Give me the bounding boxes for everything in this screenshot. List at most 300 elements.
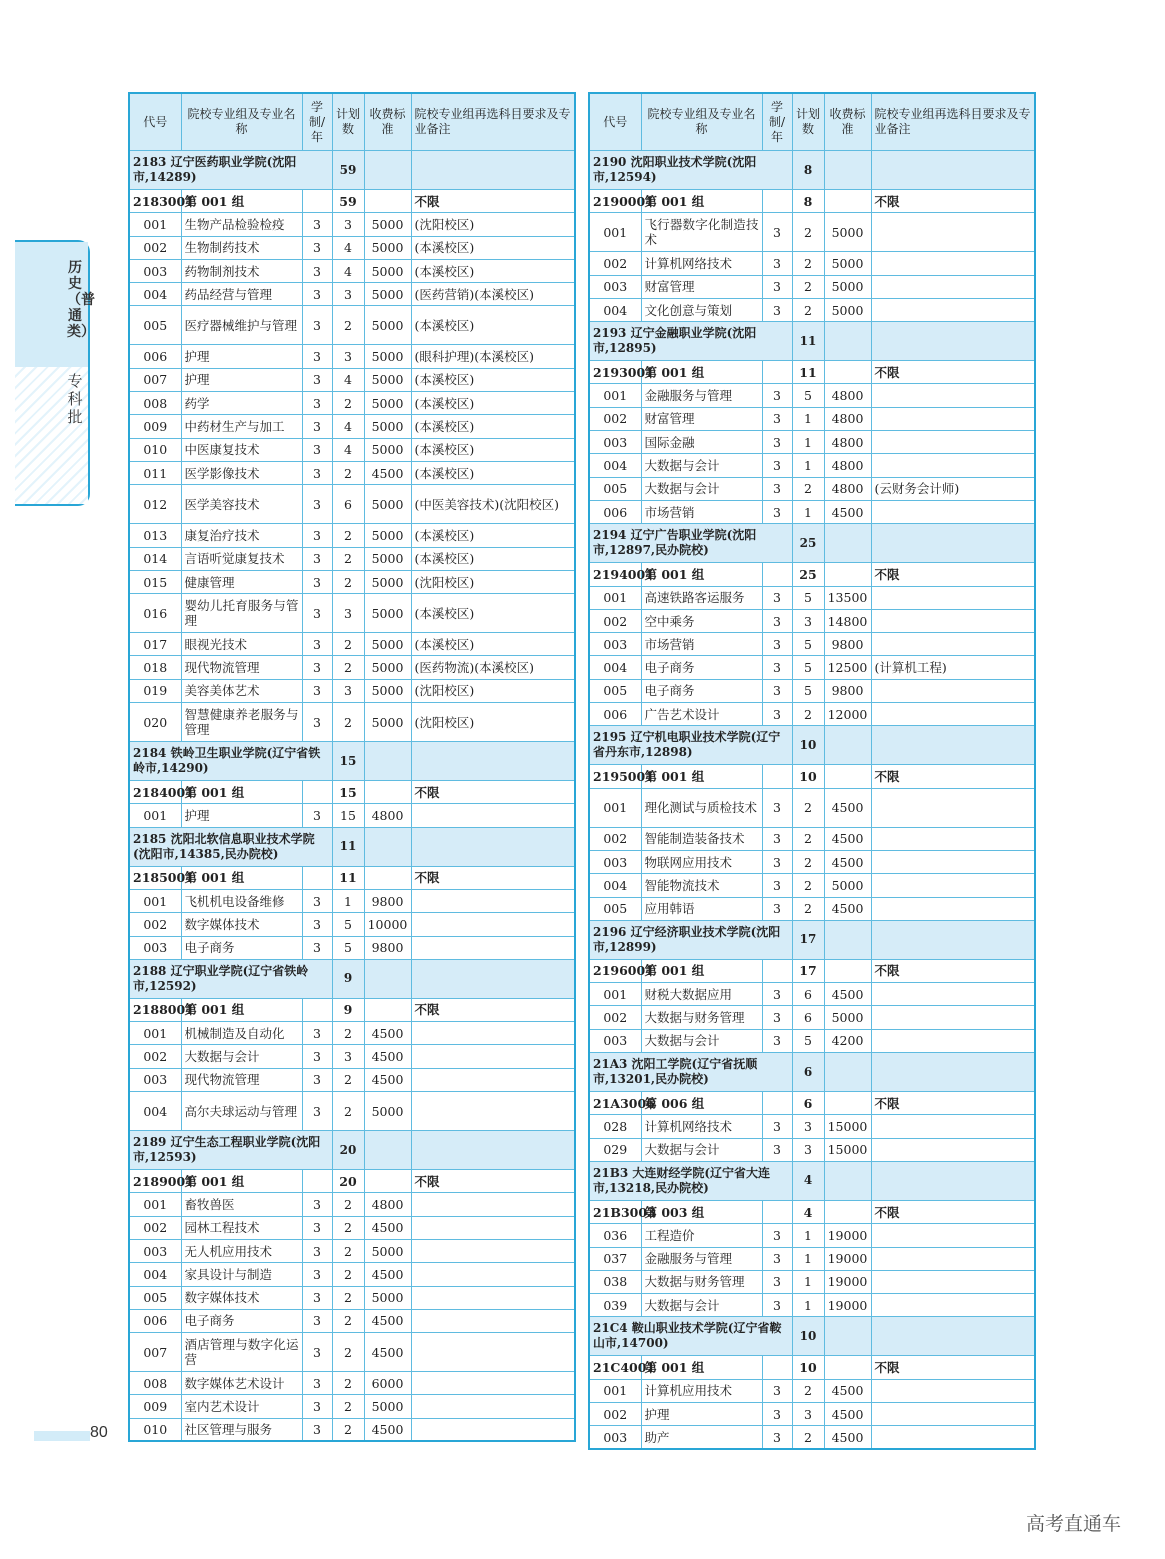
major-plan: 2 [792, 874, 824, 897]
major-name: 文化创意与策划 [641, 298, 762, 321]
major-plan: 3 [332, 594, 364, 633]
major-note [871, 407, 1035, 430]
major-code: 017 [129, 633, 181, 656]
major-note [871, 1138, 1035, 1161]
major-row [129, 1333, 575, 1372]
header-years: 学制/年 [762, 93, 792, 151]
major-note: (医药物流)(本溪校区) [411, 656, 575, 679]
header-name: 院校专业组及专业名称 [181, 93, 302, 151]
school-name: 21B3 大连财经学院(辽宁省大连市,13218,民办院校) [589, 1161, 792, 1200]
school-name: 2190 沈阳职业技术学院(沈阳市,12594) [589, 151, 792, 190]
major-years: 3 [762, 609, 792, 632]
major-plan: 2 [332, 392, 364, 415]
group-code: 2189001 [129, 1170, 181, 1193]
group-row [589, 563, 1035, 586]
admission-table-left [128, 92, 576, 1442]
major-plan: 2 [332, 1418, 364, 1441]
group-plan: 6 [792, 1092, 824, 1115]
group-years [762, 1356, 792, 1379]
major-code: 003 [589, 431, 641, 454]
group-note: 不限 [871, 1092, 1035, 1115]
major-row [129, 1372, 575, 1395]
major-years: 3 [302, 936, 332, 959]
major-code: 005 [589, 679, 641, 702]
major-plan: 2 [792, 827, 824, 850]
major-fee: 5000 [364, 415, 411, 438]
major-note: (医药营销)(本溪校区) [411, 283, 575, 306]
major-code: 005 [129, 1286, 181, 1309]
major-name: 高尔夫球运动与管理 [181, 1092, 302, 1131]
major-fee: 5000 [364, 1092, 411, 1131]
major-plan: 2 [332, 1068, 364, 1091]
school-row [589, 1317, 1035, 1356]
major-note [871, 788, 1035, 827]
major-name: 大数据与会计 [641, 1294, 762, 1317]
major-fee: 9800 [364, 936, 411, 959]
major-plan: 2 [332, 1022, 364, 1045]
major-note [871, 897, 1035, 920]
major-name: 智慧健康养老服务与管理 [181, 703, 302, 742]
major-years: 3 [762, 1426, 792, 1449]
major-fee: 4500 [364, 1022, 411, 1045]
group-note: 不限 [871, 959, 1035, 982]
group-row [129, 1170, 575, 1193]
major-note: (计算机工程) [871, 656, 1035, 679]
major-plan: 2 [332, 1193, 364, 1216]
major-name: 现代物流管理 [181, 1068, 302, 1091]
major-plan: 2 [792, 1379, 824, 1402]
school-note [871, 322, 1035, 361]
major-fee: 4500 [824, 500, 871, 523]
major-years: 3 [302, 461, 332, 484]
group-note: 不限 [411, 1170, 575, 1193]
major-code: 029 [589, 1138, 641, 1161]
major-row [129, 1193, 575, 1216]
major-years: 3 [302, 656, 332, 679]
major-note [871, 1247, 1035, 1270]
major-fee: 4800 [824, 431, 871, 454]
major-fee: 9800 [824, 679, 871, 702]
group-note: 不限 [871, 190, 1035, 213]
header-code: 代号 [129, 93, 181, 151]
major-plan: 6 [332, 485, 364, 524]
major-years: 3 [302, 1418, 332, 1441]
major-code: 002 [589, 407, 641, 430]
major-row [129, 1263, 575, 1286]
major-row [129, 236, 575, 259]
major-plan: 4 [332, 259, 364, 282]
school-plan: 8 [792, 151, 824, 190]
school-row [589, 524, 1035, 563]
group-plan: 9 [332, 998, 364, 1021]
group-code: 2188001 [129, 998, 181, 1021]
group-fee [364, 1170, 411, 1193]
major-note [411, 1263, 575, 1286]
major-fee: 12500 [824, 656, 871, 679]
major-code: 003 [589, 633, 641, 656]
header-plan: 计划数 [792, 93, 824, 151]
group-name: 第 001 组 [181, 781, 302, 804]
major-code: 002 [589, 1006, 641, 1029]
major-code: 008 [129, 1372, 181, 1395]
major-fee: 19000 [824, 1270, 871, 1293]
major-note [871, 384, 1035, 407]
major-code: 009 [129, 1395, 181, 1418]
major-fee: 5000 [364, 283, 411, 306]
major-fee: 13500 [824, 586, 871, 609]
major-fee: 19000 [824, 1224, 871, 1247]
group-fee [364, 190, 411, 213]
group-note: 不限 [411, 190, 575, 213]
major-name: 婴幼儿托育服务与管理 [181, 594, 302, 633]
group-row [129, 866, 575, 889]
major-fee: 5000 [364, 703, 411, 742]
major-note [871, 454, 1035, 477]
major-fee: 4500 [364, 1068, 411, 1091]
major-plan: 5 [792, 384, 824, 407]
school-row [129, 742, 575, 781]
major-plan: 1 [792, 407, 824, 430]
major-code: 004 [589, 656, 641, 679]
major-name: 数字媒体技术 [181, 913, 302, 936]
major-plan: 2 [792, 275, 824, 298]
major-note [871, 874, 1035, 897]
major-name: 康复治疗技术 [181, 524, 302, 547]
major-note [871, 1115, 1035, 1138]
school-plan: 10 [792, 1317, 824, 1356]
major-years: 3 [762, 1115, 792, 1138]
school-note [871, 1317, 1035, 1356]
major-name: 大数据与会计 [641, 1138, 762, 1161]
major-years: 3 [302, 259, 332, 282]
major-code: 002 [129, 913, 181, 936]
major-row [129, 524, 575, 547]
major-code: 001 [589, 213, 641, 252]
major-row [589, 384, 1035, 407]
major-plan: 2 [332, 1216, 364, 1239]
group-plan: 8 [792, 190, 824, 213]
school-fee [824, 920, 871, 959]
major-fee: 5000 [824, 213, 871, 252]
major-row [129, 345, 575, 368]
major-row [129, 936, 575, 959]
school-fee [824, 1053, 871, 1092]
major-fee: 4500 [824, 1402, 871, 1425]
major-fee: 5000 [364, 236, 411, 259]
major-plan: 2 [332, 461, 364, 484]
major-code: 013 [129, 524, 181, 547]
major-code: 007 [129, 368, 181, 391]
major-fee: 4800 [824, 384, 871, 407]
major-row [129, 1045, 575, 1068]
major-code: 028 [589, 1115, 641, 1138]
major-name: 飞行器数字化制造技术 [641, 213, 762, 252]
group-code: 2185001 [129, 866, 181, 889]
major-plan: 5 [792, 586, 824, 609]
major-fee: 5000 [364, 368, 411, 391]
major-row [589, 679, 1035, 702]
school-fee [364, 959, 411, 998]
major-fee: 15000 [824, 1138, 871, 1161]
major-code: 019 [129, 679, 181, 702]
group-name: 第 001 组 [181, 866, 302, 889]
major-row [129, 1092, 575, 1131]
group-row [589, 765, 1035, 788]
major-name: 工程造价 [641, 1224, 762, 1247]
major-code: 001 [129, 213, 181, 236]
group-note: 不限 [871, 765, 1035, 788]
major-fee: 4800 [364, 1193, 411, 1216]
major-code: 006 [129, 1309, 181, 1332]
major-years: 3 [762, 897, 792, 920]
major-years: 3 [762, 454, 792, 477]
major-fee: 5000 [364, 392, 411, 415]
group-fee [364, 866, 411, 889]
major-name: 智能物流技术 [641, 874, 762, 897]
major-years: 3 [302, 1263, 332, 1286]
group-plan: 25 [792, 563, 824, 586]
major-code: 008 [129, 392, 181, 415]
group-note: 不限 [871, 1356, 1035, 1379]
major-plan: 1 [792, 1224, 824, 1247]
group-fee [824, 190, 871, 213]
major-row [129, 703, 575, 742]
major-name: 大数据与财务管理 [641, 1006, 762, 1029]
major-row [589, 1426, 1035, 1449]
major-code: 005 [589, 477, 641, 500]
group-plan: 4 [792, 1200, 824, 1223]
major-years: 3 [762, 384, 792, 407]
major-row [589, 1247, 1035, 1270]
major-fee: 9800 [364, 889, 411, 912]
major-row [589, 213, 1035, 252]
major-years: 3 [762, 500, 792, 523]
major-row [129, 461, 575, 484]
major-years: 3 [302, 913, 332, 936]
major-plan: 3 [332, 283, 364, 306]
major-plan: 2 [332, 1092, 364, 1131]
group-years [302, 866, 332, 889]
major-row [129, 656, 575, 679]
major-name: 计算机网络技术 [641, 252, 762, 275]
group-years [762, 361, 792, 384]
major-note [411, 1216, 575, 1239]
major-years: 3 [302, 1286, 332, 1309]
major-note [411, 804, 575, 827]
school-name: 2196 辽宁经济职业技术学院(沈阳市,12899) [589, 920, 792, 959]
major-row [129, 804, 575, 827]
major-plan: 5 [792, 656, 824, 679]
major-name: 电子商务 [641, 679, 762, 702]
major-note: (本溪校区) [411, 633, 575, 656]
major-row [589, 1138, 1035, 1161]
group-fee [824, 959, 871, 982]
major-note [871, 1029, 1035, 1052]
major-years: 3 [302, 438, 332, 461]
major-plan: 2 [332, 1372, 364, 1395]
category-side-tab [15, 240, 95, 506]
major-code: 014 [129, 547, 181, 570]
group-name: 第 001 组 [641, 190, 762, 213]
group-fee [824, 563, 871, 586]
major-row [589, 477, 1035, 500]
major-years: 3 [762, 275, 792, 298]
school-fee [824, 1317, 871, 1356]
group-code: 2190001 [589, 190, 641, 213]
major-plan: 3 [792, 1138, 824, 1161]
group-plan: 11 [332, 866, 364, 889]
major-code: 010 [129, 1418, 181, 1441]
major-note: (沈阳校区) [411, 570, 575, 593]
header-years: 学制/年 [302, 93, 332, 151]
major-row [589, 1294, 1035, 1317]
major-note [411, 936, 575, 959]
major-code: 001 [589, 788, 641, 827]
major-code: 002 [589, 1402, 641, 1425]
school-plan: 6 [792, 1053, 824, 1092]
major-fee: 4500 [364, 1263, 411, 1286]
group-plan: 11 [792, 361, 824, 384]
school-name: 21A3 沈阳工学院(辽宁省抚顺市,13201,民办院校) [589, 1053, 792, 1092]
major-name: 无人机应用技术 [181, 1239, 302, 1262]
major-row [129, 1068, 575, 1091]
major-note [871, 1006, 1035, 1029]
major-note [871, 1379, 1035, 1402]
major-name: 大数据与会计 [641, 1029, 762, 1052]
major-fee: 5000 [364, 1395, 411, 1418]
major-note [871, 609, 1035, 632]
major-fee: 4500 [824, 897, 871, 920]
major-name: 畜牧兽医 [181, 1193, 302, 1216]
major-name: 药物制剂技术 [181, 259, 302, 282]
major-name: 药品经营与管理 [181, 283, 302, 306]
group-years [302, 190, 332, 213]
major-name: 助产 [641, 1426, 762, 1449]
major-row [129, 1216, 575, 1239]
major-code: 001 [589, 983, 641, 1006]
major-row [129, 415, 575, 438]
major-plan: 2 [792, 703, 824, 726]
group-fee [824, 1092, 871, 1115]
major-note [871, 298, 1035, 321]
major-years: 3 [302, 594, 332, 633]
group-years [762, 1092, 792, 1115]
school-row [129, 151, 575, 190]
group-fee [364, 781, 411, 804]
school-name: 2193 辽宁金融职业学院(沈阳市,12895) [589, 322, 792, 361]
major-plan: 6 [792, 1006, 824, 1029]
major-note [411, 1068, 575, 1091]
major-name: 医学美容技术 [181, 485, 302, 524]
major-name: 生物产品检验检疫 [181, 213, 302, 236]
major-code: 003 [129, 936, 181, 959]
major-note: (沈阳校区) [411, 679, 575, 702]
major-fee: 5000 [364, 1286, 411, 1309]
major-row [589, 983, 1035, 1006]
group-name: 第 001 组 [641, 1356, 762, 1379]
major-name: 电子商务 [181, 1309, 302, 1332]
major-note [411, 1395, 575, 1418]
major-code: 006 [129, 345, 181, 368]
major-row [589, 1270, 1035, 1293]
major-name: 国际金融 [641, 431, 762, 454]
batch-label: 专科批 [67, 372, 83, 426]
group-code: 2184001 [129, 781, 181, 804]
major-code: 001 [589, 586, 641, 609]
major-note [411, 1309, 575, 1332]
school-row [589, 920, 1035, 959]
major-name: 计算机应用技术 [641, 1379, 762, 1402]
group-fee [824, 1356, 871, 1379]
major-plan: 4 [332, 438, 364, 461]
school-note [871, 151, 1035, 190]
major-years: 3 [762, 1029, 792, 1052]
school-fee [364, 1131, 411, 1170]
major-code: 004 [129, 1263, 181, 1286]
major-years: 3 [302, 1372, 332, 1395]
group-years [302, 998, 332, 1021]
major-name: 金融服务与管理 [641, 384, 762, 407]
major-name: 机械制造及自动化 [181, 1022, 302, 1045]
group-name: 第 001 组 [181, 1170, 302, 1193]
major-note: (本溪校区) [411, 461, 575, 484]
school-plan: 11 [792, 322, 824, 361]
major-fee: 4800 [824, 454, 871, 477]
major-name: 理化测试与质检技术 [641, 788, 762, 827]
major-note: (本溪校区) [411, 236, 575, 259]
major-years: 3 [302, 306, 332, 345]
major-row [129, 633, 575, 656]
major-plan: 2 [332, 570, 364, 593]
major-name: 大数据与会计 [641, 477, 762, 500]
major-name: 应用韩语 [641, 897, 762, 920]
major-fee: 4500 [824, 983, 871, 1006]
major-name: 大数据与财务管理 [641, 1270, 762, 1293]
major-fee: 14800 [824, 609, 871, 632]
major-fee: 4200 [824, 1029, 871, 1052]
major-name: 大数据与会计 [181, 1045, 302, 1068]
major-code: 006 [589, 703, 641, 726]
major-name: 中药材生产与加工 [181, 415, 302, 438]
school-plan: 4 [792, 1161, 824, 1200]
major-note [411, 913, 575, 936]
school-plan: 15 [332, 742, 364, 781]
major-note [871, 500, 1035, 523]
school-name: 2184 铁岭卫生职业学院(辽宁省铁岭市,14290) [129, 742, 332, 781]
major-name: 医疗器械维护与管理 [181, 306, 302, 345]
major-row [589, 827, 1035, 850]
page-number-bar [34, 1431, 90, 1441]
major-row [129, 438, 575, 461]
major-name: 生物制药技术 [181, 236, 302, 259]
school-name: 2194 辽宁广告职业学院(沈阳市,12897,民办院校) [589, 524, 792, 563]
major-plan: 2 [792, 788, 824, 827]
major-code: 001 [589, 1379, 641, 1402]
major-note [411, 1045, 575, 1068]
major-plan: 2 [332, 703, 364, 742]
group-row [589, 1356, 1035, 1379]
major-name: 现代物流管理 [181, 656, 302, 679]
major-years: 3 [762, 1294, 792, 1317]
header-name: 院校专业组及专业名称 [641, 93, 762, 151]
major-code: 002 [129, 1045, 181, 1068]
major-note [871, 1294, 1035, 1317]
major-years: 3 [302, 679, 332, 702]
major-name: 护理 [181, 345, 302, 368]
major-plan: 2 [332, 1333, 364, 1372]
major-fee: 5000 [364, 633, 411, 656]
major-years: 3 [762, 827, 792, 850]
